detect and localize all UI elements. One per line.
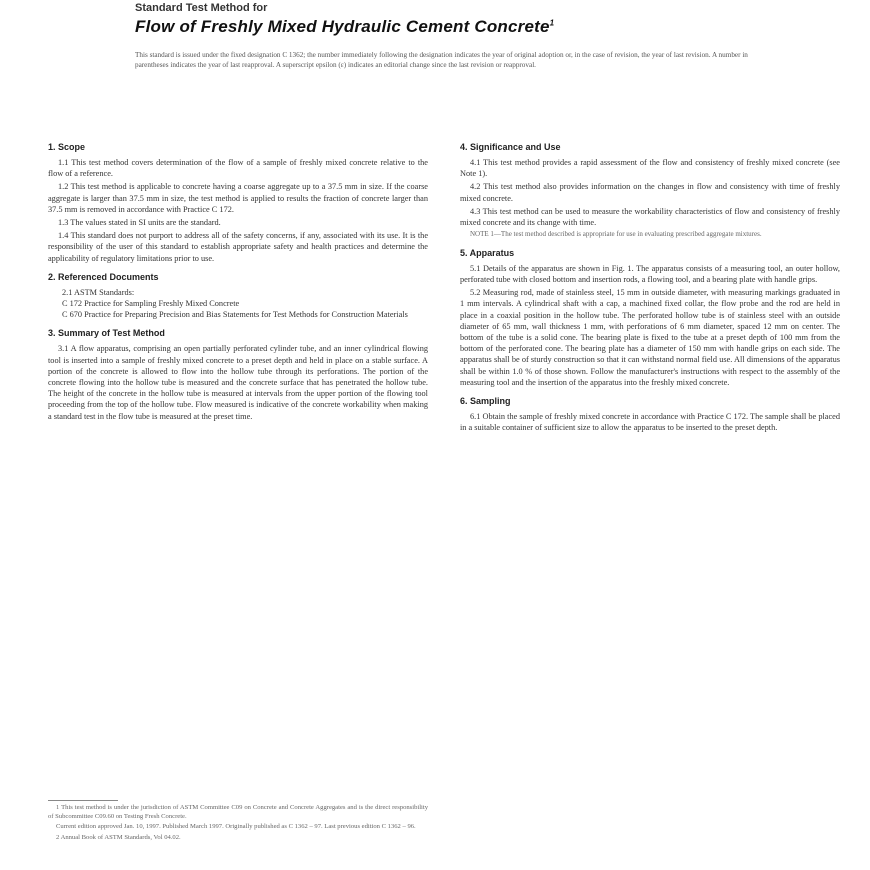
footnote: 1 This test method is under the jurisdiction of ASTM Committee C09 on Concrete and Concrete Aggregates and is the direct responsibility of Subcommittee C09.60 on Testing Fresh Concrete.	[48, 804, 428, 820]
document-title	[135, 17, 785, 37]
left-column	[48, 140, 428, 430]
right-column	[460, 140, 840, 441]
paragraph: 1.1 This test method covers determination of the flow of a sample of freshly mixed concrete relative to the flow of a reference.	[48, 158, 428, 179]
paragraph: 1.4 This standard does not purport to address all of the safety concerns, if any, associated with its use. It is the responsibility of the user of this standard to establish appropriate safety and health practices and determine the applicability of regulatory limitations prior to use.	[48, 231, 428, 263]
document-header	[135, 0, 785, 70]
section-apparatus	[460, 248, 840, 388]
title-footnote-mark: 1	[549, 18, 555, 28]
section-sampling	[460, 396, 840, 433]
section-scope	[48, 142, 428, 264]
section-summary	[48, 328, 428, 421]
reference-item: 2.1 ASTM Standards:	[62, 287, 135, 297]
paragraph: 1.2 This test method is applicable to concrete having a coarse aggregate up to a 37.5 mm in size. If the coarse aggregate is larger than 37.5 mm in size, the test method is applied to results the fraction of concrete larger than 37.5 mm is removed in accordance with Practice C 172.	[48, 182, 428, 214]
title-text: Flow of Freshly Mixed Hydraulic Cement Concrete	[135, 17, 550, 36]
designation-note: This standard is issued under the fixed designation C 1362; the number immediately following the designation indicates the year of original adoption or, in the case of revision, the year of last revision. A number in parentheses indicates the year of last reapproval. A superscript epsilon (ε) indicates an editorial change since the last revision or reapproval.	[135, 51, 748, 69]
paragraph: 4.1 This test method provides a rapid assessment of the flow and consistency of freshly mixed concrete (see Note 1).	[460, 158, 840, 179]
section-heading: 2. Referenced Documents	[48, 271, 159, 282]
footnote-divider	[48, 800, 118, 801]
footnote: Current edition approved Jan. 10, 1997. Published March 1997. Originally published as C 1362 – 97. Last previous edition C 1362 – 96.	[56, 823, 416, 831]
paragraph: 4.3 This test method can be used to measure the workability characteristics of flow and consistency of freshly mixed concrete and its change with time.	[460, 206, 840, 228]
reference-item: C 172 Practice for Sampling Freshly Mixed Concrete	[62, 299, 240, 309]
standard-type: Standard Test Method for	[135, 2, 268, 14]
section-heading: 5. Apparatus	[460, 247, 515, 258]
section-referenced-documents	[48, 272, 428, 321]
section-heading: 1. Scope	[48, 142, 86, 152]
paragraph: 6.1 Obtain the sample of freshly mixed concrete in accordance with Practice C 172. The sample shall be placed in a suitable container of sufficient size to allow the apparatus to be inserted to the preset depth.	[460, 411, 840, 433]
section-heading: 3. Summary of Test Method	[48, 328, 165, 339]
reference-item: C 670 Practice for Preparing Precision and Bias Statements for Test Methods for Construction Materials	[62, 310, 408, 320]
section-heading: 4. Significance and Use	[460, 142, 561, 152]
paragraph: 4.2 This test method also provides information on the changes in flow and consistency with time of freshly mixed concrete.	[460, 182, 840, 203]
paragraph: 3.1 A flow apparatus, comprising an open partially perforated cylinder tube, and an inner cylindrical flowing tool is inserted into a sample of freshly mixed concrete to a preset depth and held in place on a stable surface. A portion of the concrete is allowed to flow into the hollow tube through its perforations. The portion of the concrete flowing into the hollow tube is measured and the concrete surface that has penetrated the hollow tube. The height of the concrete in the hollow tube is measured at intervals from the upper portion of the flowing tool proceeding from the top of the hollow tube. Flow measured is indicative of the concrete workability when making a standard test in the flow tube is measured at the preset time.	[48, 344, 428, 421]
section-significance	[460, 142, 840, 240]
reference-list	[48, 287, 428, 321]
paragraph: 5.1 Details of the apparatus are shown in Fig. 1. The apparatus consists of a measuring tool, an outer hollow, perforated tube with closed bottom and insertion rods, a flowing tool, and a bearing plate with handle grips.	[460, 263, 840, 284]
footnotes	[48, 804, 428, 844]
section-heading: 6. Sampling	[460, 395, 511, 406]
paragraph: 5.2 Measuring rod, made of stainless steel, 15 mm in outside diameter, with measuring markings graduated in 1 mm intervals. A cylindrical shaft with a cap, a machined fixed collar, the flow probe and the rod are held in place in a coaxial position in the hollow tube. The perforated hollow tube is of stainless steel with an outside diameter of 65 mm, wall thickness 1 mm, with perforations of 6 mm diameter, spaced 12 mm on center. The bottom of the tube is a solid cone. The bearing plate is fixed to the tube at a preset depth of 100 mm from the bottom of the perforated cone. The bearing plate has a diameter of 150 mm with handle grips on each side. The apparatus shall be of sturdy construction so that it can withstand normal field use. All dimensions of the apparatus shall be within 1.0 % of those shown. Follow the manufacturer's instructions with respect to the assembly of the measuring tool and the insertion of the apparatus into the freshly mixed concrete.	[460, 288, 840, 387]
note: NOTE 1—The test method described is appropriate for use in evaluating prescribed aggregate mixtures.	[470, 230, 762, 239]
footnote: 2 Annual Book of ASTM Standards, Vol 04.02.	[56, 833, 181, 841]
paragraph: 1.3 The values stated in SI units are the standard.	[58, 218, 221, 228]
